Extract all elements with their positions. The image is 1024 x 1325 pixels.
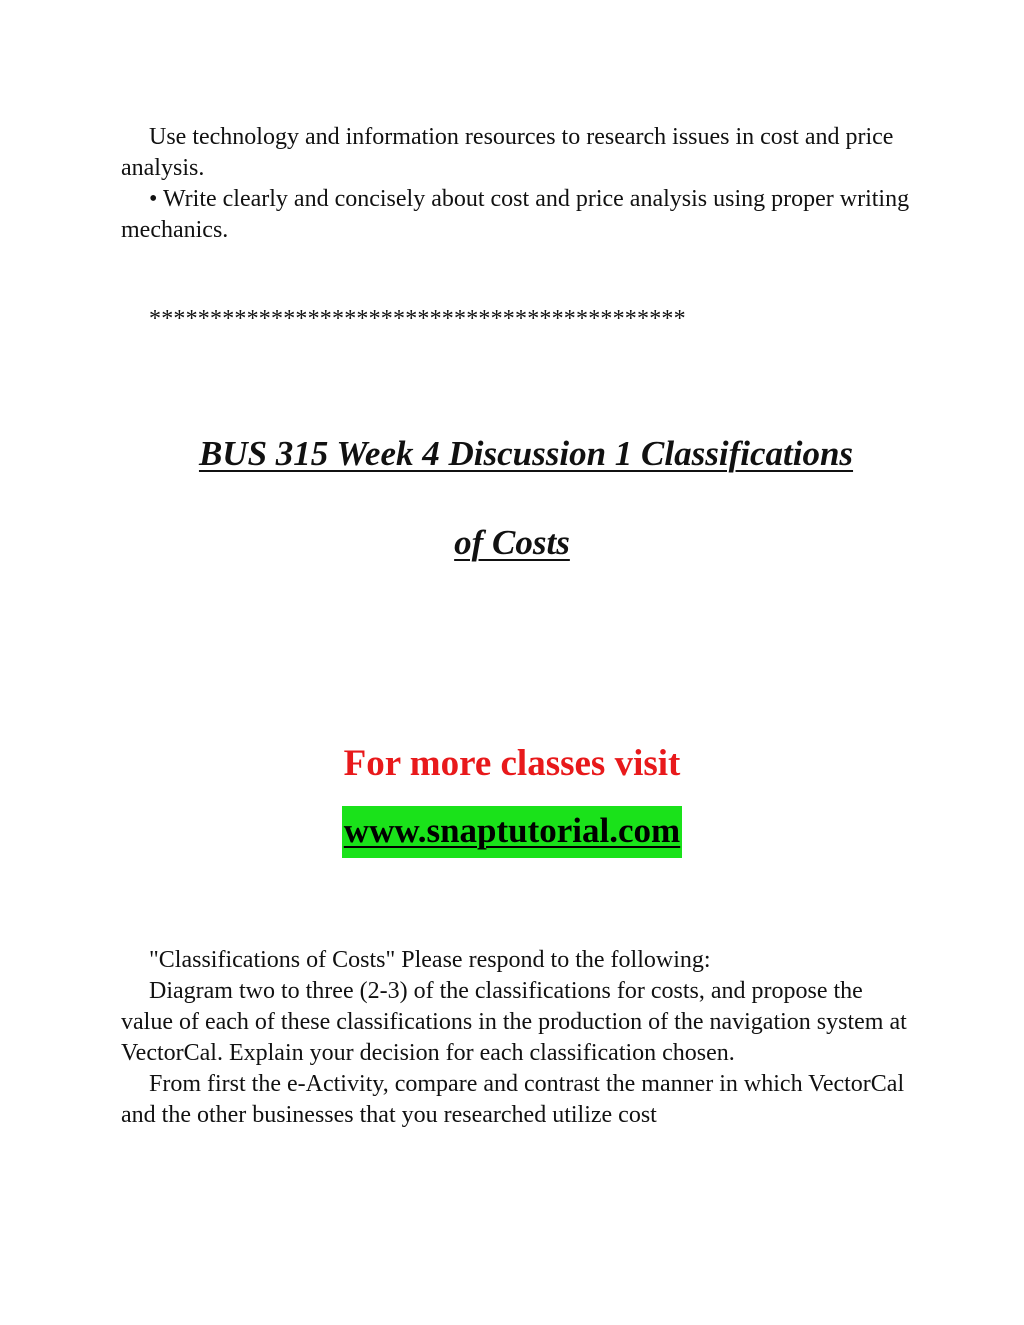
intro-section xyxy=(121,122,911,246)
prompt-paragraph-diagram: Diagram two to three (2-3) of the classifications for costs, and propose the value of each of these classifications in the production of the navigation system at VectorCal. Explain your decision for each classification chosen. xyxy=(121,978,907,1066)
promo-link-container xyxy=(0,806,1024,858)
intro-paragraph-1: Use technology and information resources to research issues in cost and price analysis. xyxy=(121,124,894,181)
promo-text: For more classes visit xyxy=(343,743,681,784)
intro-bullet-paragraph: • Write clearly and concisely about cost and price analysis using proper writing mechanics. xyxy=(121,186,910,243)
document-title-line-2: of Costs xyxy=(454,523,570,562)
prompt-paragraph-compare: From first the e-Activity, compare and contrast the manner in which VectorCal and the other businesses that you researched utilize cost xyxy=(121,1071,905,1128)
discussion-prompt xyxy=(121,945,911,1131)
document-title-line-1: BUS 315 Week 4 Discussion 1 Classifications xyxy=(198,434,854,473)
website-link[interactable]: www.snaptutorial.com xyxy=(342,806,682,858)
prompt-heading-paragraph: "Classifications of Costs" Please respond to the following: xyxy=(149,947,711,973)
asterisk-separator: ******************************************** xyxy=(149,306,686,332)
